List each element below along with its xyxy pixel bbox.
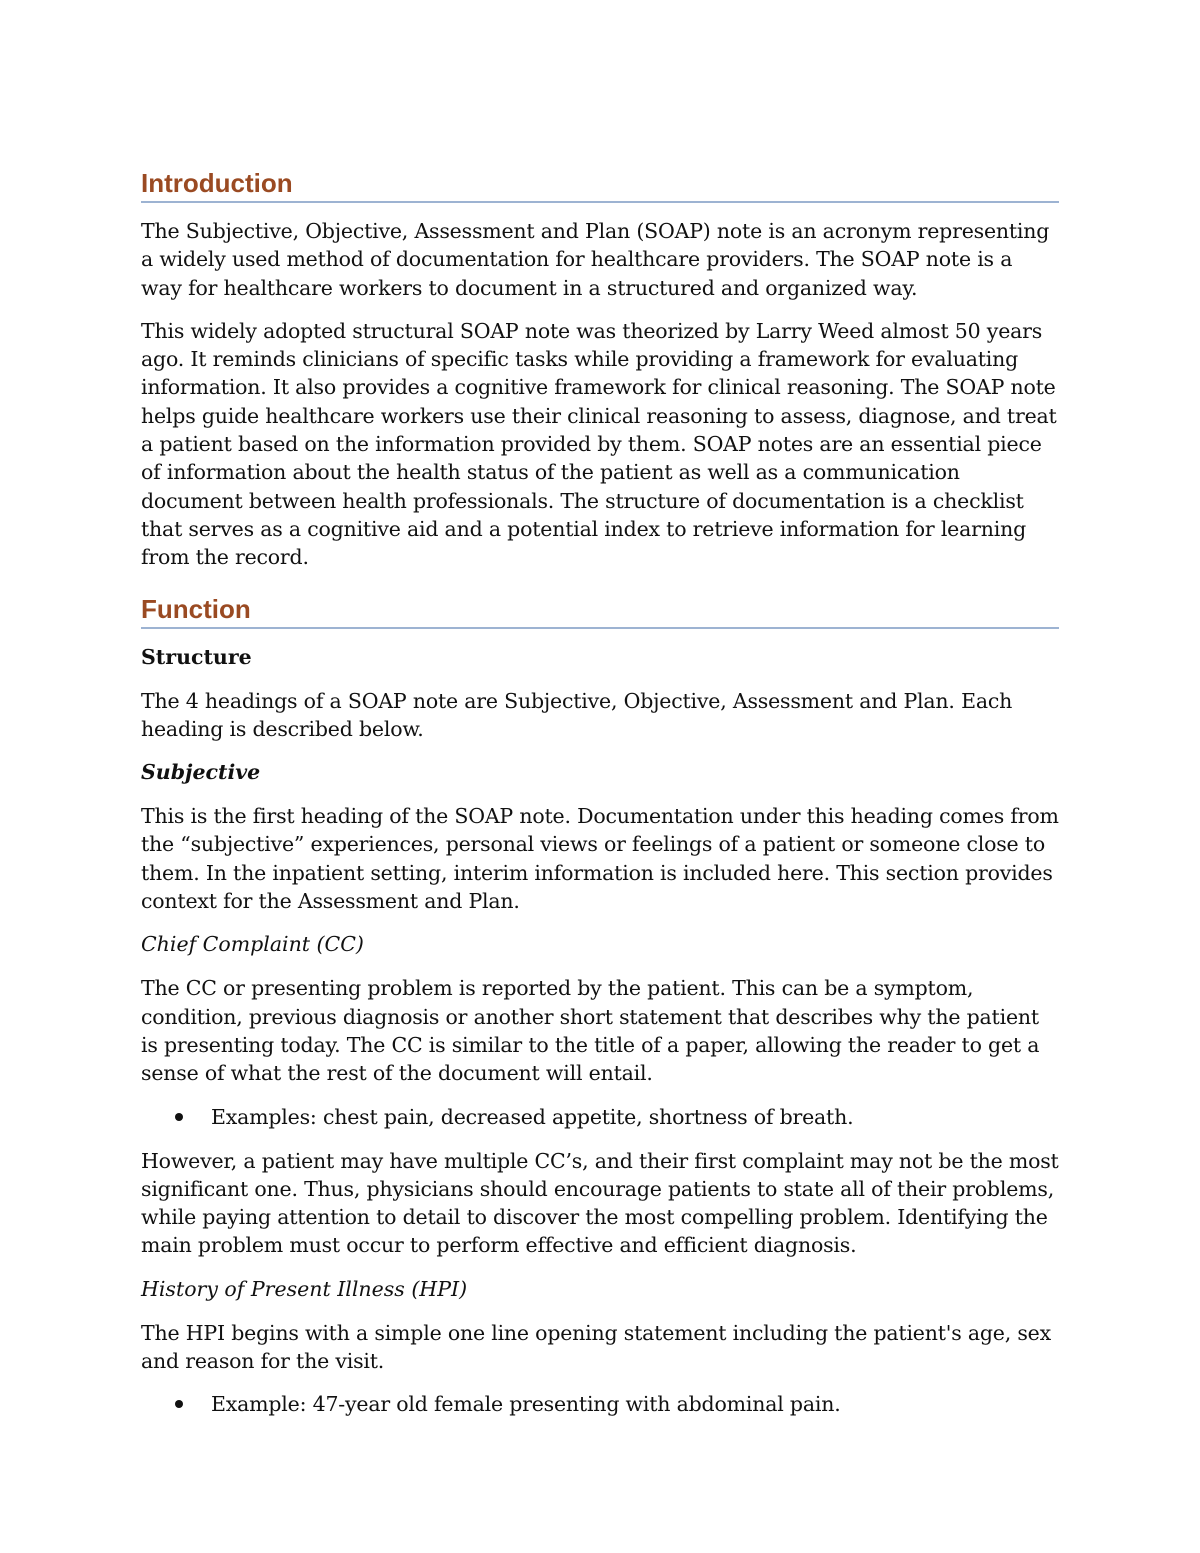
chief-complaint-paragraph: The CC or presenting problem is reported by the patient. This can be a symptom, condition, previous diagnosis or another short statement that describes why the patient is presenting today. The CC is similar to the title of a paper, allowing the reader to get a sense of what the rest of the document will entail. — [141, 976, 1040, 1086]
hpi-list — [141, 1390, 1059, 1418]
structure-paragraph: The 4 headings of a SOAP note are Subjective, Objective, Assessment and Plan. Each heading is described below. — [141, 688, 1013, 741]
bullet-icon — [175, 1400, 183, 1408]
subjective-heading: Subjective — [141, 760, 261, 785]
introduction-paragraph-1: The Subjective, Objective, Assessment and Plan (SOAP) note is an acronym representing a widely used method of documentation for healthcare providers. The SOAP note is a way for healthcare workers to document in a structured and organized way. — [141, 219, 1050, 300]
list-item-text: Example: 47-year old female presenting with abdominal pain. — [211, 1392, 841, 1417]
list-item-text: Examples: chest pain, decreased appetite, shortness of breath. — [211, 1104, 854, 1129]
list-item — [141, 1103, 1059, 1131]
document-page — [141, 168, 1059, 1434]
hpi-paragraph: The HPI begins with a simple one line opening statement including the patient's age, sex and reason for the visit. — [141, 1320, 1051, 1374]
function-heading: Function — [141, 594, 1059, 629]
bullet-icon — [175, 1113, 183, 1121]
list-item — [141, 1390, 1059, 1418]
chief-complaint-list — [141, 1103, 1059, 1131]
introduction-paragraph-2: This widely adopted structural SOAP note was theorized by Larry Weed almost 50 years ago. It reminds clinicians of specific tasks while providing a framework for evaluating information. It also provides a cognitive framework for clinical reasoning. The SOAP note helps guide healthcare workers use their clinical reasoning to assess, diagnose, and treat a patient based on the information provided by them. SOAP notes are an essential piece of information about the health status of the patient as well as a communication document between health professionals. The structure of documentation is a checklist that serves as a cognitive aid and a potential index to retrieve information for learning from the record. — [141, 318, 1057, 570]
chief-complaint-paragraph-2: However, a patient may have multiple CC’s, and their first complaint may not be the most significant one. Thus, physicians should encourage patients to state all of their problems, while paying attention to detail to discover the most compelling problem. Identifying the main problem must occur to perform effective and efficient diagnosis. — [141, 1148, 1059, 1258]
subjective-paragraph: This is the first heading of the SOAP note. Documentation under this heading comes from the “subjective” experiences, personal views or feelings of a patient or someone close to them. In the inpatient setting, interim information is included here. This section provides context for the Assessment and Plan. — [141, 804, 1059, 914]
hpi-heading: History of Present Illness (HPI) — [141, 1276, 468, 1301]
introduction-heading: Introduction — [141, 168, 1059, 203]
chief-complaint-heading: Chief Complaint (CC) — [141, 932, 364, 957]
structure-heading: Structure — [141, 644, 252, 669]
